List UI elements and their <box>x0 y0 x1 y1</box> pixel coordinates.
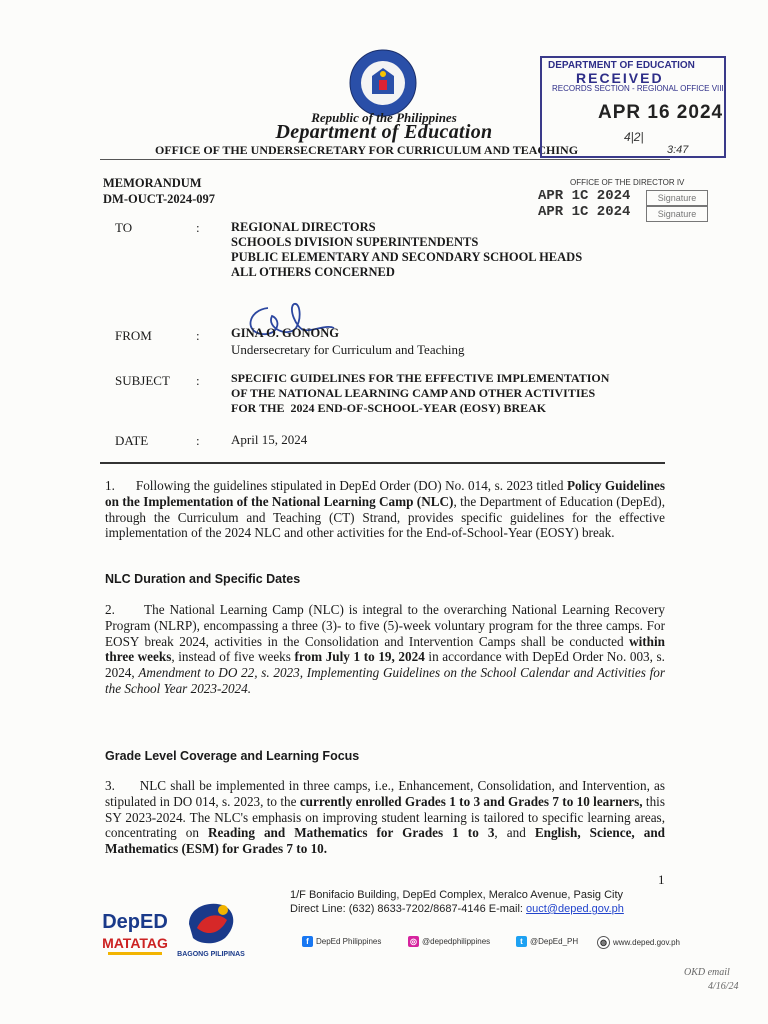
to-recipient-1: REGIONAL DIRECTORS <box>231 220 376 234</box>
section-heading-2: Grade Level Coverage and Learning Focus <box>105 749 360 763</box>
handwritten-note-2: 4/16/24 <box>708 981 739 992</box>
p2-text-c: , instead of five weeks <box>171 649 295 665</box>
footer-address <box>290 888 624 916</box>
page-number: 1 <box>658 872 665 887</box>
website-label: www.deped.gov.ph <box>613 938 681 947</box>
signature-box-1: Signature <box>646 190 708 206</box>
from-title: Undersecretary for Curriculum and Teaching <box>231 342 465 357</box>
address-line: 1/F Bonifacio Building, DepEd Complex, Meralco Avenue, Pasig City <box>290 889 624 901</box>
p1-text-c: , the Department of Education (DepEd), through the Curriculum and Teaching (CT) Strand, provides specific guidelines for the effective implementation of the 2024 NLC and other activities for the End-of-School-Year (EOSY) break. <box>105 493 669 541</box>
subject-line-2: OF THE NATIONAL LEARNING CAMP AND OTHER ACTIVITIES <box>231 386 596 400</box>
memo-type: MEMORANDUM <box>103 176 202 190</box>
p1-text-a: 1. Following the guidelines stipulated in DepEd Order (DO) No. 014, s. 2023 titled <box>105 478 567 493</box>
bagong-pilipinas-logo <box>175 894 247 960</box>
p2-bold-2: from July 1 to 19, 2024 <box>294 649 425 665</box>
stamp-line2: RECEIVED <box>576 70 664 86</box>
p3-bold-2: Reading and Mathematics for Grades 1 to 3 <box>208 825 495 841</box>
subject-line-1: SPECIFIC GUIDELINES FOR THE EFFECTIVE IMPLEMENTATION <box>231 371 610 385</box>
direct-line: Direct Line: (632) 8633-7202/8687-4146 E-mail: <box>290 903 527 915</box>
deped-logo-text: DepED <box>102 911 168 933</box>
email-link[interactable]: ouct@deped.gov.ph <box>526 903 624 915</box>
facebook-label: DepEd Philippines <box>316 937 382 946</box>
subject-line-3: FOR THE 2024 END-OF-SCHOOL-YEAR (EOSY) BREAK <box>231 401 547 415</box>
date-colon: : <box>196 433 200 448</box>
facebook-link[interactable] <box>302 936 381 947</box>
p2-text-e: in accordance with DepEd Order No. 003, s. 2024, <box>105 649 669 681</box>
paragraph-3 <box>105 778 669 857</box>
instagram-link[interactable] <box>408 936 490 947</box>
to-label: TO <box>115 220 133 235</box>
p3-bold-3: English, Science, and Mathematics (ESM) for Grades 7 to 10. <box>105 825 669 857</box>
bagong-pilipinas-text: BAGONG PILIPINAS <box>177 951 245 958</box>
to-recipient-4: ALL OTHERS CONCERNED <box>231 265 395 279</box>
twitter-icon: t <box>516 936 527 947</box>
paragraph-2 <box>105 602 669 697</box>
stamp-date: APR 16 2024 <box>598 102 724 123</box>
matatag-logo-text: MATATAG <box>102 935 168 951</box>
received-stamp <box>540 56 726 158</box>
memo-header-divider <box>100 462 665 464</box>
subject-label: SUBJECT <box>115 373 170 388</box>
p2-bold-1: within three weeks <box>105 633 669 665</box>
to-colon: : <box>196 220 200 235</box>
stamp-line3: RECORDS SECTION - REGIONAL OFFICE VIII <box>552 84 724 93</box>
twitter-link[interactable] <box>516 936 578 947</box>
subject-colon: : <box>196 373 200 388</box>
to-recipient-3: PUBLIC ELEMENTARY AND SECONDARY SCHOOL HEADS <box>231 250 583 264</box>
to-recipient-2: SCHOOLS DIVISION SUPERINTENDENTS <box>231 235 479 249</box>
instagram-label: @depedphilippines <box>422 937 491 946</box>
deped-matatag-logo <box>100 902 170 962</box>
website-link[interactable] <box>597 936 680 949</box>
contact-line <box>290 902 624 916</box>
p3-bold-1: currently enrolled Grades 1 to 3 and Grades 7 to 10 learners, <box>299 793 643 809</box>
handwritten-note-1: OKD email <box>684 967 730 978</box>
header-divider <box>100 159 670 160</box>
section-heading-1: NLC Duration and Specific Dates <box>105 572 301 586</box>
twitter-label: @DepEd_PH <box>530 937 579 946</box>
director-stamp <box>538 178 708 224</box>
from-colon: : <box>196 328 200 343</box>
stamp-handwriting-1: 4|2| <box>624 130 644 144</box>
from-name: GINA O. GONONG <box>231 326 339 340</box>
from-label: FROM <box>115 328 152 343</box>
p2-text-a: 2. The National Learning Camp (NLC) is integral to the overarching National Learning Recovery Program (NLRP), encompassing a three (3)- to five (5)-week voluntary program for the three camps. For EOSY break 2024, activities in the Consolidation and Intervention Camps shall be conducted <box>105 602 669 649</box>
date-label: DATE <box>115 433 149 448</box>
memo-date: April 15, 2024 <box>231 432 308 447</box>
p3-text-e: , and <box>494 825 535 841</box>
p1-bold-title: Policy Guidelines on the Implementation of the National Learning Camp (NLC) <box>105 478 669 509</box>
department-title: Department of Education <box>275 121 493 143</box>
office-title: OFFICE OF THE UNDERSECRETARY FOR CURRICULUM AND TEACHING <box>155 143 579 157</box>
globe-icon: ◍ <box>597 936 610 949</box>
stamp-line1: DEPARTMENT OF EDUCATION <box>548 60 695 71</box>
instagram-icon: ◎ <box>408 936 419 947</box>
memo-number: DM-OUCT-2024-097 <box>103 192 216 206</box>
director-stamp-date-1: APR 1C 2024 <box>538 188 631 204</box>
signature-box-2: Signature <box>646 206 708 222</box>
facebook-icon: f <box>302 936 313 947</box>
handwritten-note <box>684 966 739 994</box>
p3-text-c: this SY 2023-2024. The NLC's emphasis on improving student learning is tailored to specific learning areas, concentrating on <box>105 793 669 841</box>
stamp-handwriting-2: 3:47 <box>667 144 689 156</box>
director-stamp-date-2: APR 1C 2024 <box>538 204 631 220</box>
p2-italic: Amendment to DO 22, s. 2023, Implementing Guidelines on the School Calendar and Activities for the School Year 2023-2024. <box>105 665 669 696</box>
director-stamp-title: OFFICE OF THE DIRECTOR IV <box>570 178 685 187</box>
republic-header: Republic of the Philippines <box>311 110 457 125</box>
paragraph-1 <box>105 478 669 541</box>
p3-text-a: 3. NLC shall be implemented in three camps, i.e., Enhancement, Consolidation, and Intervention, as stipulated in DO 014, s. 2023, to the <box>105 778 669 809</box>
deped-seal-logo <box>348 48 418 118</box>
